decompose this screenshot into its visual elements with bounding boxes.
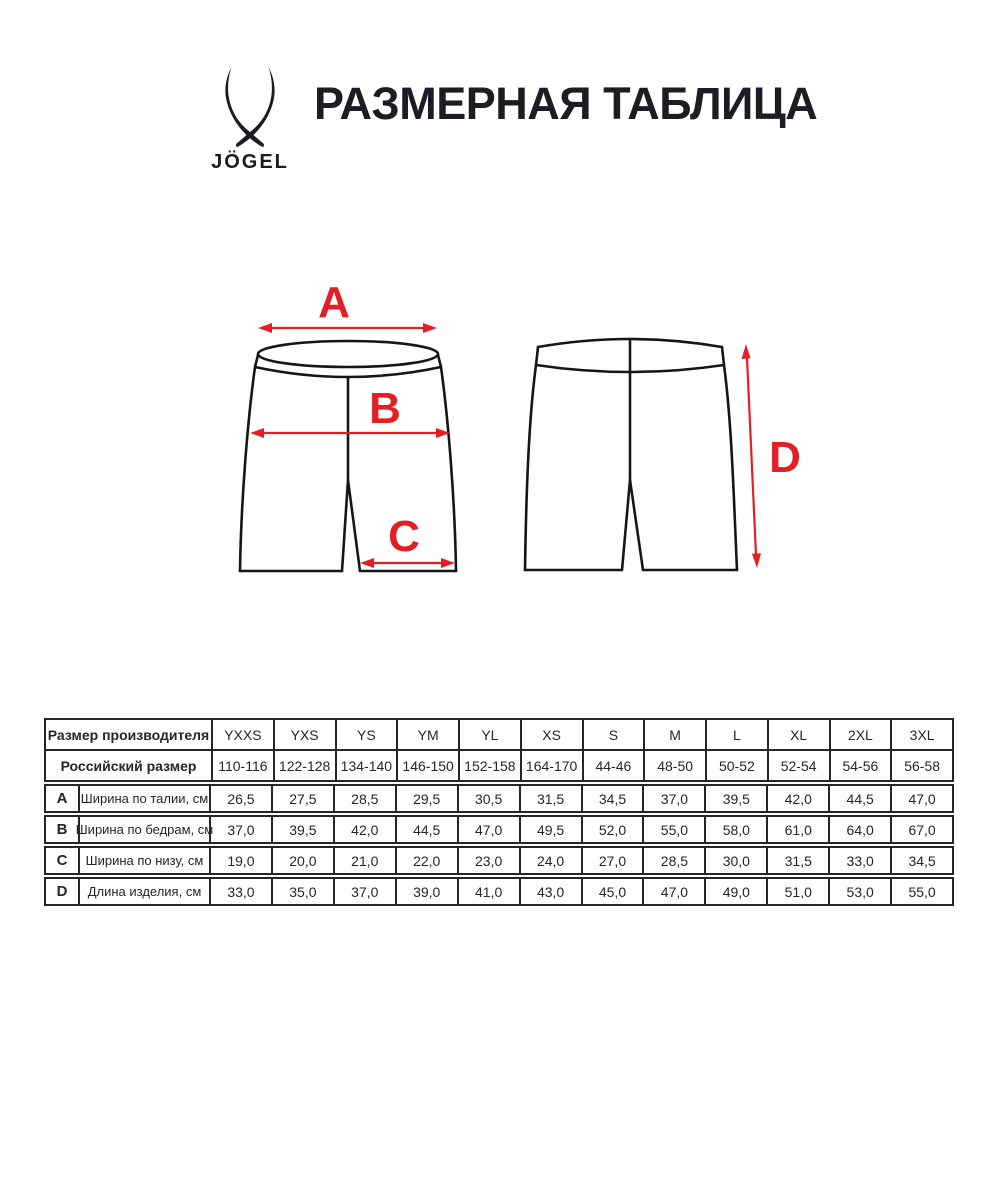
size-col-header: S <box>584 720 646 749</box>
table-cell: 31,5 <box>521 786 583 811</box>
row-letter: B <box>46 817 80 842</box>
table-row-c <box>44 846 954 875</box>
table-cell: 37,0 <box>644 786 706 811</box>
page-title: РАЗМЕРНАЯ ТАБЛИЦА <box>314 78 818 129</box>
russian-size-cell: 52-54 <box>769 751 831 780</box>
row-letter: A <box>46 786 80 811</box>
table-cell: 34,5 <box>908 852 936 869</box>
table-cell: 49,0 <box>706 879 768 904</box>
size-table <box>44 718 954 906</box>
size-col-header: L <box>707 720 769 749</box>
measure-label-d: D <box>769 433 801 482</box>
table-cell: 31,5 <box>768 848 830 873</box>
table-cell: 23,0 <box>459 848 521 873</box>
measure-arrow-d <box>742 344 762 568</box>
table-cell: 67,0 <box>908 821 936 838</box>
brand-logo <box>198 66 302 174</box>
table-cell: 49,5 <box>521 817 583 842</box>
shorts-front-diagram <box>235 275 465 585</box>
table-cell: 34,5 <box>583 786 645 811</box>
table-cell: 43,0 <box>521 879 583 904</box>
table-cell: 39,5 <box>273 817 335 842</box>
table-cell: 55,0 <box>908 883 936 900</box>
russian-size-header: Российский размер <box>46 751 213 780</box>
table-cell: 20,0 <box>273 848 335 873</box>
table-cell: 28,5 <box>335 786 397 811</box>
russian-size-cell: 164-170 <box>522 751 584 780</box>
shorts-back-diagram <box>518 275 818 585</box>
table-cell: 37,0 <box>211 817 273 842</box>
measure-label-b: B <box>369 384 401 433</box>
table-cell: 33,0 <box>211 879 273 904</box>
russian-size-cell: 110-116 <box>213 751 275 780</box>
table-cell: 47,0 <box>908 790 936 807</box>
jogel-horns-icon <box>221 66 279 148</box>
size-col-header: XL <box>769 720 831 749</box>
table-cell: 47,0 <box>459 817 521 842</box>
shorts-back-outline <box>525 339 737 570</box>
size-table-header <box>44 718 954 782</box>
size-col-header: YS <box>337 720 399 749</box>
size-col-header: XS <box>522 720 584 749</box>
size-col-header: 2XL <box>831 720 893 749</box>
table-cell: 21,0 <box>335 848 397 873</box>
table-cell: 52,0 <box>583 817 645 842</box>
table-cell: 30,0 <box>706 848 768 873</box>
table-cell: 42,0 <box>768 786 830 811</box>
table-cell: 35,0 <box>273 879 335 904</box>
table-cell: 22,0 <box>397 848 459 873</box>
table-cell: 44,5 <box>830 786 892 811</box>
table-cell: 26,5 <box>211 786 273 811</box>
table-cell: 41,0 <box>459 879 521 904</box>
row-measure-name: Ширина по бедрам, см <box>80 817 211 842</box>
table-row-a <box>44 784 954 813</box>
russian-size-cell: 152-158 <box>460 751 522 780</box>
manufacturer-size-header: Размер производителя <box>46 720 213 749</box>
table-cell: 29,5 <box>397 786 459 811</box>
size-col-header: M <box>645 720 707 749</box>
table-cell: 64,0 <box>830 817 892 842</box>
table-cell: 37,0 <box>335 879 397 904</box>
size-col-header: YL <box>460 720 522 749</box>
brand-wordmark: JÖGEL <box>211 151 289 173</box>
table-cell: 42,0 <box>335 817 397 842</box>
table-cell: 39,0 <box>397 879 459 904</box>
table-cell: 19,0 <box>211 848 273 873</box>
table-cell: 58,0 <box>706 817 768 842</box>
table-cell: 24,0 <box>521 848 583 873</box>
table-cell: 45,0 <box>583 879 645 904</box>
table-cell: 55,0 <box>644 817 706 842</box>
russian-size-cell: 56-58 <box>904 757 941 774</box>
shorts-front-outline <box>240 341 456 571</box>
table-cell: 47,0 <box>644 879 706 904</box>
table-cell: 28,5 <box>644 848 706 873</box>
table-cell: 53,0 <box>830 879 892 904</box>
table-row-d <box>44 877 954 906</box>
measure-label-a: A <box>318 278 350 327</box>
manufacturer-size-row <box>46 720 952 751</box>
row-letter: C <box>46 848 80 873</box>
russian-size-cell: 44-46 <box>584 751 646 780</box>
table-cell: 44,5 <box>397 817 459 842</box>
row-measure-name: Длина изделия, см <box>80 879 211 904</box>
table-row-b <box>44 815 954 844</box>
measure-arrow-b <box>250 428 450 438</box>
size-col-header: YXXS <box>213 720 275 749</box>
russian-size-cell: 50-52 <box>707 751 769 780</box>
table-cell: 33,0 <box>830 848 892 873</box>
table-cell: 61,0 <box>768 817 830 842</box>
table-cell: 27,0 <box>583 848 645 873</box>
russian-size-cell: 122-128 <box>275 751 337 780</box>
measure-label-c: C <box>388 512 420 561</box>
row-measure-name: Ширина по талии, см <box>80 786 211 811</box>
row-measure-name: Ширина по низу, см <box>80 848 211 873</box>
row-letter: D <box>46 879 80 904</box>
table-cell: 30,5 <box>459 786 521 811</box>
table-cell: 27,5 <box>273 786 335 811</box>
size-col-header: 3XL <box>909 726 935 743</box>
russian-size-row <box>46 751 952 780</box>
table-cell: 51,0 <box>768 879 830 904</box>
size-col-header: YM <box>398 720 460 749</box>
size-col-header: YXS <box>275 720 337 749</box>
russian-size-cell: 146-150 <box>398 751 460 780</box>
russian-size-cell: 48-50 <box>645 751 707 780</box>
table-cell: 39,5 <box>706 786 768 811</box>
russian-size-cell: 54-56 <box>831 751 893 780</box>
russian-size-cell: 134-140 <box>337 751 399 780</box>
